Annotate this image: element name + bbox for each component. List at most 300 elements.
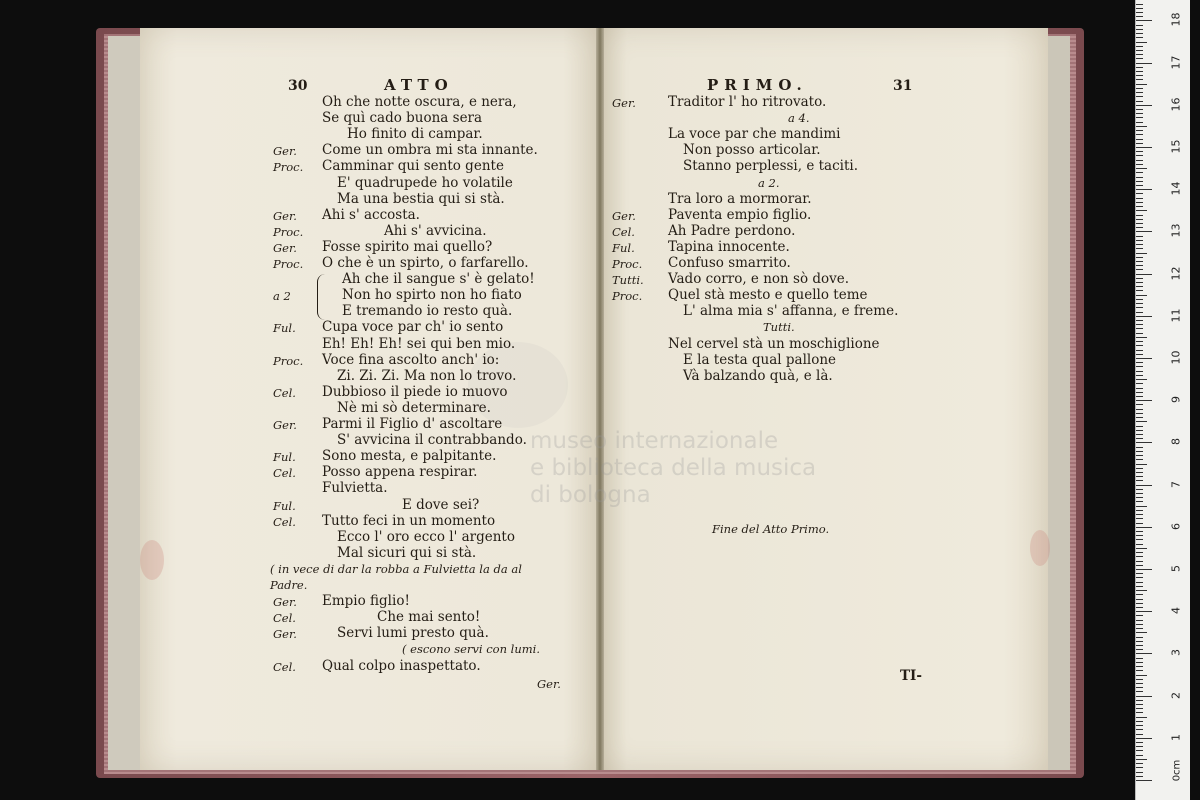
ruler-number: 16 (1169, 97, 1183, 112)
speaker-label: Ger. (612, 208, 636, 223)
ruler-tick (1136, 780, 1152, 781)
verse-line: Voce fina ascolto anch' io: (322, 351, 500, 368)
speaker-label: Cel. (273, 611, 296, 626)
ruler-tick (1136, 430, 1143, 431)
ruler-tick (1136, 561, 1143, 562)
verse-line: Servi lumi presto quà. (337, 625, 489, 642)
ruler-tick (1136, 316, 1152, 317)
ruler-tick (1136, 556, 1143, 557)
verse-line: Nè mi sò determinare. (337, 399, 491, 416)
ruler-tick (1136, 700, 1143, 701)
verse-line: Eh! Eh! Eh! sei qui ben mio. (322, 335, 516, 352)
ruler-tick (1136, 721, 1143, 722)
ruler-tick (1136, 84, 1147, 85)
ruler-tick (1136, 160, 1143, 161)
ruler-tick (1136, 96, 1143, 97)
watermark-line: e biblioteca della musica (530, 455, 817, 481)
ruler-tick (1136, 185, 1143, 186)
ruler-tick (1136, 16, 1143, 17)
ruler-tick (1136, 215, 1143, 216)
ruler-tick (1136, 641, 1143, 642)
ruler-tick (1136, 164, 1143, 165)
ruler-tick (1136, 366, 1143, 367)
ruler-tick (1136, 438, 1143, 439)
ruler-tick (1136, 451, 1143, 452)
ruler-tick (1136, 704, 1143, 705)
watermark (530, 428, 816, 509)
verse-line: Empio figlio! (322, 593, 410, 610)
ruler-tick (1136, 607, 1143, 608)
verse-line: Ah Padre perdono. (668, 222, 796, 239)
ruler-tick (1136, 645, 1143, 646)
ruler-number: 11 (1169, 308, 1183, 323)
ruler-tick (1136, 75, 1143, 76)
verse-line: Non posso articolar. (683, 142, 821, 159)
ruler-tick (1136, 434, 1143, 435)
ruler-number: 9 (1169, 396, 1183, 404)
ruler-tick (1136, 303, 1143, 304)
ruler-tick (1136, 67, 1143, 68)
ruler-tick (1136, 649, 1143, 650)
ruler-tick (1136, 396, 1143, 397)
ruler-tick (1136, 767, 1143, 768)
verse-line: Ma una bestia qui si stà. (337, 190, 505, 207)
verse-line: E tremando io resto quà. (342, 303, 513, 320)
ruler-tick (1136, 544, 1143, 545)
speaker-label: Cel. (273, 659, 296, 674)
verse-line: Traditor l' ho ritrovato. (668, 94, 827, 110)
ruler-tick (1136, 58, 1143, 59)
ruler-tick (1136, 586, 1143, 587)
speaker-label: Proc. (273, 353, 304, 368)
ruler-tick (1136, 628, 1143, 629)
ruler-tick (1136, 375, 1143, 376)
ruler-tick (1136, 675, 1147, 676)
ruler-tick (1136, 261, 1143, 262)
ruler-tick (1136, 286, 1143, 287)
ruler-tick (1136, 12, 1143, 13)
ruler-tick (1136, 33, 1143, 34)
ruler-tick (1136, 776, 1143, 777)
ruler-tick (1136, 548, 1147, 549)
ruler-tick (1136, 328, 1143, 329)
ruler-tick (1136, 518, 1143, 519)
ruler-tick (1136, 594, 1143, 595)
ruler-number: 17 (1169, 55, 1183, 70)
foxing-stain (1030, 530, 1050, 566)
ruler-tick (1136, 282, 1143, 283)
ruler-tick (1136, 459, 1143, 460)
verse-line: Tra loro a mormorar. (668, 190, 812, 207)
verse-line: Se quì cado buona sera (322, 110, 483, 127)
speaker-label: Ful. (612, 240, 635, 255)
verse-line: La voce par che mandimi (668, 126, 841, 143)
verse-line: S' avvicina il contrabbando. (337, 432, 527, 449)
ruler-tick (1136, 497, 1143, 498)
ruler-tick (1136, 573, 1143, 574)
verse-line: Paventa empio figlio. (668, 206, 812, 223)
ruler-number: 18 (1169, 12, 1183, 27)
speaker-label: Ful. (273, 321, 296, 336)
verse-line: Zi. Zi. Zi. Ma non lo trovo. (337, 367, 517, 384)
speaker-label: Ger. (273, 208, 297, 223)
ruler-tick (1136, 240, 1143, 241)
book-gutter (596, 28, 604, 770)
ruler-tick (1136, 113, 1143, 114)
ruler-tick (1136, 527, 1152, 528)
ruler-tick (1136, 307, 1143, 308)
verse-line: Fulvietta. (322, 480, 388, 497)
ruler-number: 14 (1169, 181, 1183, 196)
ruler-tick (1136, 712, 1143, 713)
speaker-label: a 2 (273, 289, 291, 304)
verse-line: Quel stà mesto e quello teme (668, 287, 868, 304)
ruler-tick (1136, 535, 1143, 536)
ruler-tick (1136, 421, 1147, 422)
verse-line: Oh che notte oscura, e nera, (322, 94, 517, 110)
ruler-tick (1136, 126, 1147, 127)
verse-line: Posso appena respirar. (322, 464, 478, 481)
speaker-label: Ger. (273, 144, 297, 159)
ruler-tick (1136, 383, 1143, 384)
ruler-tick (1136, 464, 1147, 465)
ruler-tick (1136, 746, 1143, 747)
ruler-tick (1136, 341, 1143, 342)
ruler-tick (1136, 333, 1143, 334)
ruler-tick (1136, 759, 1147, 760)
ruler-tick (1136, 552, 1143, 553)
ruler-tick (1136, 345, 1143, 346)
verse-line: Fosse spirito mai quello? (322, 238, 493, 255)
ruler-tick (1136, 624, 1143, 625)
ruler-tick (1136, 577, 1143, 578)
ruler-tick (1136, 670, 1143, 671)
ruler-tick (1136, 539, 1143, 540)
ruler-tick (1136, 523, 1143, 524)
ruler-tick (1136, 599, 1143, 600)
ruler-tick (1136, 472, 1143, 473)
ruler-tick (1136, 42, 1147, 43)
ruler-tick (1136, 92, 1143, 93)
ruler-tick (1136, 46, 1143, 47)
ruler-number: 6 (1169, 522, 1183, 530)
ruler-tick (1136, 717, 1147, 718)
ruler-tick (1136, 476, 1143, 477)
ruler-tick (1136, 379, 1147, 380)
ruler-tick (1136, 253, 1147, 254)
ruler-tick (1136, 691, 1143, 692)
verse-line: L' alma mia s' affanna, e freme. (683, 303, 899, 320)
ruler-tick (1136, 337, 1147, 338)
ruler-tick (1136, 130, 1143, 131)
ruler-tick (1136, 632, 1147, 633)
ruler-tick (1136, 223, 1143, 224)
ruler-tick (1136, 29, 1143, 30)
ruler-tick (1136, 565, 1143, 566)
ruler-number: 3 (1169, 649, 1183, 657)
ruler-tick (1136, 20, 1152, 21)
speaker-label: Ger. (273, 595, 297, 610)
verse-line: E la testa qual pallone (683, 351, 837, 368)
speaker-label: Ful. (273, 450, 296, 465)
ruler-tick (1136, 143, 1143, 144)
running-header-right: PRIMO. (707, 76, 808, 94)
ruler-tick (1136, 193, 1143, 194)
ruler-tick (1136, 134, 1143, 135)
verse-line: ( in vece di dar la robba a Fulvietta la da al (270, 561, 522, 576)
ruler-tick (1136, 683, 1143, 684)
ruler-tick (1136, 37, 1143, 38)
ruler-tick (1136, 210, 1147, 211)
ruler-tick (1136, 71, 1143, 72)
speaker-label: Ful. (273, 498, 296, 513)
ruler-tick (1136, 426, 1143, 427)
verse-line: a 4. (788, 111, 810, 126)
ruler-tick (1136, 354, 1143, 355)
verse-line: a 2. (758, 175, 780, 190)
verse-line: Ecco l' oro ecco l' argento (337, 528, 515, 545)
ruler-tick (1136, 687, 1143, 688)
ruler-tick (1136, 358, 1152, 359)
verse-line: Che mai sento! (377, 609, 481, 626)
ruler-tick (1136, 734, 1143, 735)
ruler-tick (1136, 236, 1143, 237)
ruler-tick (1136, 729, 1143, 730)
ruler-tick (1136, 139, 1143, 140)
ruler-tick (1136, 611, 1152, 612)
verse-line: E dove sei? (402, 496, 480, 513)
ruler-tick (1136, 738, 1152, 739)
ruler-tick (1136, 269, 1143, 270)
ruler-tick (1136, 362, 1143, 363)
ruler-tick (1136, 404, 1143, 405)
ruler-number: 8 (1169, 438, 1183, 446)
verse-line: Parmi il Figlio d' ascoltare (322, 416, 503, 432)
ruler-tick (1136, 510, 1143, 511)
ruler-tick (1136, 708, 1143, 709)
catchword-left: Ger. (537, 677, 561, 691)
ruler-tick (1136, 409, 1143, 410)
ruler-tick (1136, 653, 1152, 654)
verse-line: Cupa voce par ch' io sento (322, 319, 504, 336)
ruler-tick (1136, 8, 1143, 9)
ruler-tick (1136, 615, 1143, 616)
ruler-tick (1136, 181, 1143, 182)
ruler-tick (1136, 274, 1152, 275)
ruler-number: 12 (1169, 266, 1183, 281)
ruler-tick (1136, 147, 1152, 148)
ruler-tick (1136, 248, 1143, 249)
verse-line: Ho finito di campar. (347, 126, 483, 143)
verse-line: Ahi s' avvicina. (384, 222, 487, 239)
ruler-tick (1136, 679, 1143, 680)
ruler-tick (1136, 257, 1143, 258)
ruler-tick (1136, 88, 1143, 89)
ruler-tick (1136, 295, 1147, 296)
verse-line: Vado corro, e non sò dove. (668, 271, 850, 288)
ruler-tick (1136, 742, 1143, 743)
verse-line: Qual colpo inaspettato. (322, 657, 481, 674)
ruler-number: 4 (1169, 607, 1183, 615)
ruler-tick (1136, 202, 1143, 203)
ruler-tick (1136, 662, 1143, 663)
verse-line: Ahi s' accosta. (322, 206, 420, 223)
ruler-tick (1136, 4, 1143, 5)
ruler-tick (1136, 755, 1143, 756)
ruler-tick (1136, 489, 1143, 490)
ruler-tick (1136, 442, 1152, 443)
ruler-tick (1136, 388, 1143, 389)
ruler-tick (1136, 501, 1143, 502)
ruler-tick (1136, 278, 1143, 279)
watermark-line: museo internazionale (530, 428, 779, 454)
verse-line: Stanno perplessi, e taciti. (683, 158, 858, 175)
ruler-tick (1136, 763, 1143, 764)
ruler-tick (1136, 514, 1143, 515)
ruler-tick (1136, 400, 1152, 401)
speaker-label: Proc. (273, 160, 304, 175)
speaker-label: Cel. (273, 466, 296, 481)
speaker-label: Proc. (612, 257, 643, 271)
ruler-tick (1136, 50, 1143, 51)
verse-line: Nel cervel stà un moschiglione (668, 335, 880, 352)
verse-line: O che è un spirto, o farfarello. (322, 255, 529, 271)
verse-line: E' quadrupede ho volatile (337, 174, 513, 191)
ruler-tick (1136, 54, 1143, 55)
foxing-stain (140, 540, 164, 580)
ruler-tick (1136, 198, 1143, 199)
running-header-left: ATTO (384, 76, 454, 94)
ruler-tick (1136, 620, 1143, 621)
verse-line: Sono mesta, e palpitante. (322, 448, 497, 465)
watermark-line: di bologna (530, 482, 651, 508)
verse-line: Padre. (270, 578, 308, 592)
ruler-tick (1136, 480, 1143, 481)
speaker-label: Ger. (273, 418, 297, 432)
ruler-number: 15 (1169, 139, 1183, 154)
speaker-label: Proc. (273, 257, 304, 271)
speaker-label: Ger. (612, 96, 636, 110)
ruler-tick (1136, 206, 1143, 207)
end-note: Fine del Atto Primo. (712, 522, 830, 536)
ruler-tick (1136, 25, 1143, 26)
ruler-tick (1136, 312, 1143, 313)
ruler-tick (1136, 603, 1143, 604)
ruler-tick (1136, 750, 1143, 751)
ruler-tick (1136, 105, 1152, 106)
speaker-label: Cel. (612, 224, 635, 239)
ruler-tick (1136, 447, 1143, 448)
ruler-tick (1136, 290, 1143, 291)
ruler-tick (1136, 168, 1147, 169)
speaker-label: Proc. (612, 289, 643, 304)
ruler-tick (1136, 590, 1147, 591)
verse-line: Camminar qui sento gente (322, 158, 504, 175)
ruler-tick (1136, 696, 1152, 697)
ruler-tick (1136, 350, 1143, 351)
brace (317, 274, 328, 320)
catchword-right: TI- (900, 668, 922, 684)
verse-line: ( escono servi con lumi. (402, 642, 540, 657)
ruler-tick (1136, 227, 1143, 228)
ruler-tick (1136, 531, 1143, 532)
ruler-tick (1136, 493, 1143, 494)
ruler-number: 10 (1169, 350, 1183, 365)
page-number-right: 31 (893, 78, 913, 94)
ruler-tick (1136, 569, 1152, 570)
speaker-label: Ger. (273, 240, 297, 255)
ruler-tick (1136, 506, 1147, 507)
verse-line: Dubbioso il piede io muovo (322, 383, 508, 400)
ruler-tick (1136, 413, 1143, 414)
ruler-tick (1136, 772, 1143, 773)
verse-line: Ah che il sangue s' è gelato! (342, 271, 535, 288)
verse-line: Tapina innocente. (668, 238, 790, 255)
ruler-tick (1136, 485, 1152, 486)
ruler-tick (1136, 155, 1143, 156)
ruler-number: 2 (1169, 691, 1183, 699)
ruler-tick (1136, 658, 1143, 659)
ruler-number: 5 (1169, 565, 1183, 572)
speaker-label: Proc. (273, 224, 304, 239)
ruler-tick (1136, 177, 1143, 178)
ruler-tick (1136, 468, 1143, 469)
ruler-tick (1136, 79, 1143, 80)
ruler-tick (1136, 172, 1143, 173)
speaker-label: Ger. (273, 627, 297, 642)
ruler-tick (1136, 371, 1143, 372)
ruler-tick (1136, 299, 1143, 300)
ruler-tick (1136, 320, 1143, 321)
speaker-label: Cel. (273, 385, 296, 400)
ruler-tick (1136, 392, 1143, 393)
ruler-tick (1136, 455, 1143, 456)
ruler-tick (1136, 101, 1143, 102)
verse-line: Và balzando quà, e là. (683, 367, 833, 384)
page-number-left: 30 (288, 78, 308, 94)
ruler-tick (1136, 582, 1143, 583)
ruler-tick (1136, 122, 1143, 123)
verse-line: Confuso smarrito. (668, 255, 791, 271)
ruler-tick (1136, 117, 1143, 118)
ruler-tick (1136, 244, 1143, 245)
ruler-tick (1136, 109, 1143, 110)
speaker-label: Tutti. (612, 273, 644, 288)
speaker-label: Cel. (273, 514, 296, 529)
verse-line: Tutto feci in un momento (322, 512, 496, 529)
ruler-tick (1136, 63, 1152, 64)
ruler-tick (1136, 666, 1143, 667)
ruler-tick (1136, 265, 1143, 266)
ruler-number: 13 (1169, 223, 1183, 238)
verse-line: Tutti. (763, 320, 795, 335)
ruler-tick (1136, 231, 1152, 232)
ruler-tick (1136, 189, 1152, 190)
ruler-unit: 0cm (1171, 759, 1183, 782)
ruler-tick (1136, 637, 1143, 638)
verse-line: Mal sicuri qui si stà. (337, 544, 477, 561)
verse-line: Non ho spirto non ho fiato (342, 287, 522, 304)
ruler-number: 1 (1169, 733, 1183, 741)
verse-line: Come un ombra mi sta innante. (322, 142, 538, 159)
ruler-tick (1136, 725, 1143, 726)
ruler-tick (1136, 324, 1143, 325)
measuring-ruler (1135, 0, 1190, 800)
ruler-tick (1136, 151, 1143, 152)
ruler-number: 7 (1169, 480, 1183, 488)
ruler-tick (1136, 219, 1143, 220)
ruler-tick (1136, 417, 1143, 418)
